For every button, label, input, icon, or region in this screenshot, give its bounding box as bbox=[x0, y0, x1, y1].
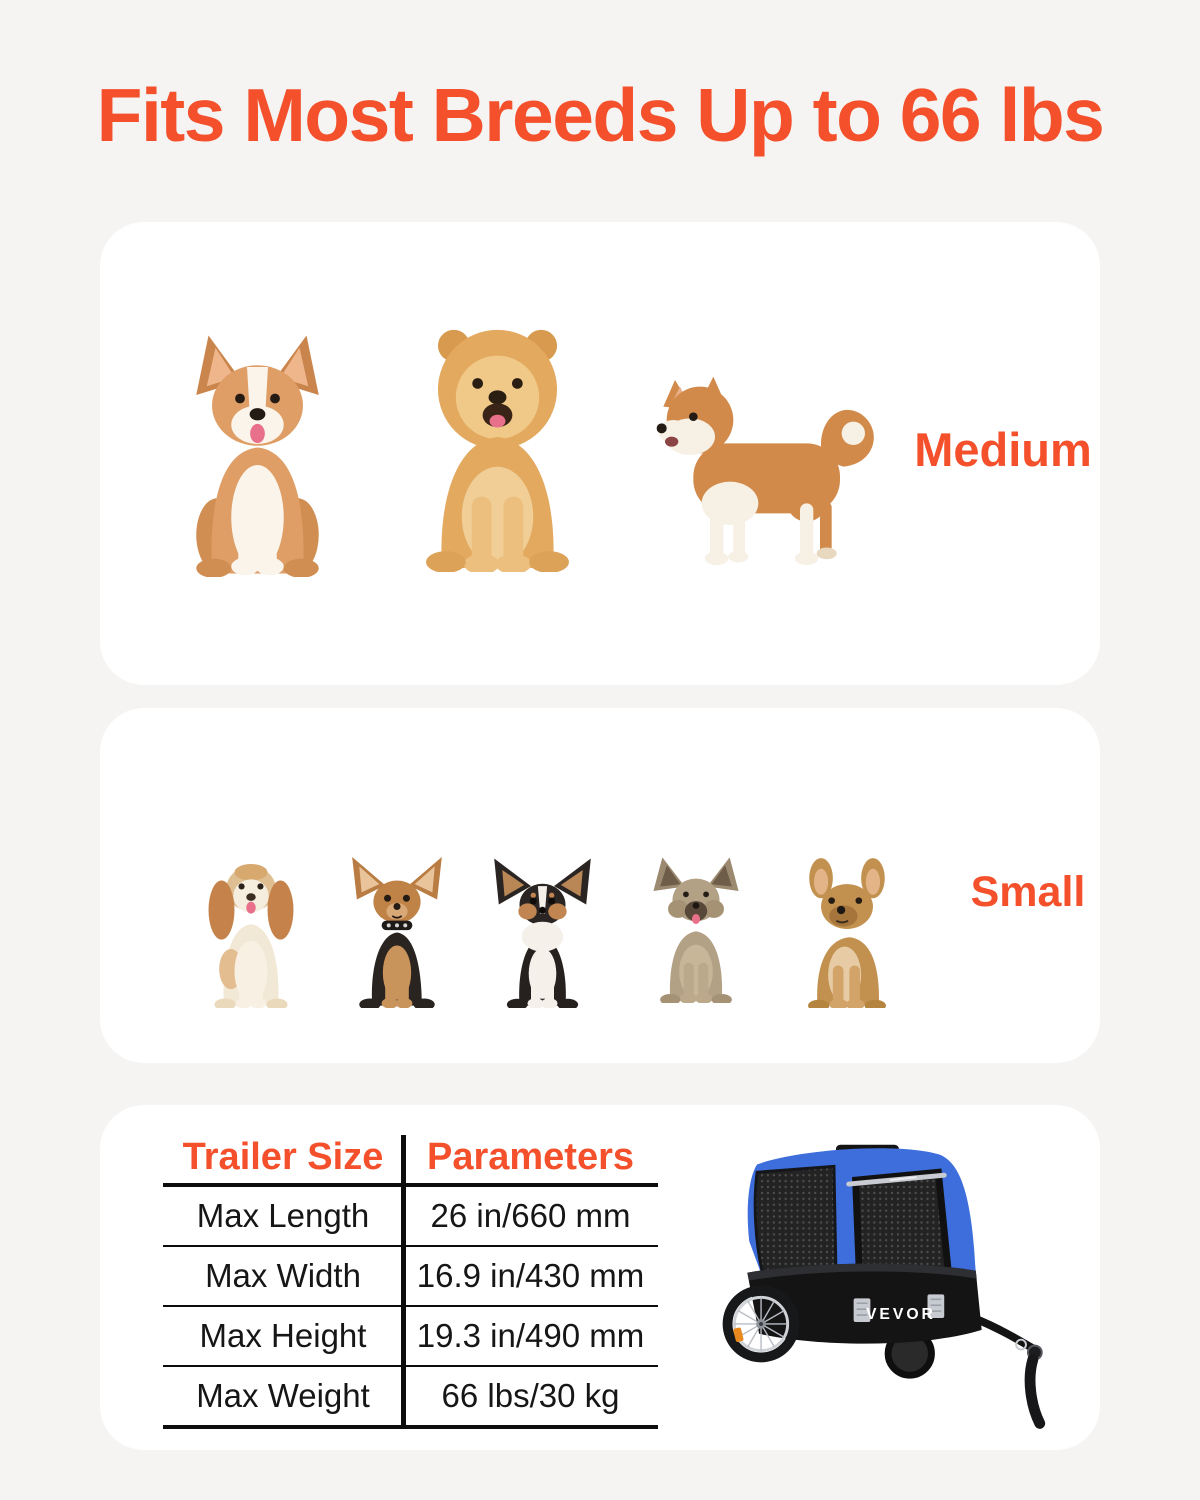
spec-row-label: Max Height bbox=[199, 1317, 367, 1354]
spec-row-value: 66 lbs/30 kg bbox=[441, 1377, 620, 1414]
spec-row-value: 19.3 in/490 mm bbox=[416, 1317, 645, 1354]
shiba-inu-illustration bbox=[630, 332, 880, 570]
spec-row-value: 26 in/660 mm bbox=[430, 1197, 631, 1234]
chihuahua-illustration bbox=[338, 813, 456, 1008]
table-row bbox=[163, 1367, 658, 1429]
small-size-label: Small bbox=[970, 868, 1086, 916]
header-trailer-size: Trailer Size bbox=[182, 1135, 384, 1178]
spec-row-label: Max Length bbox=[196, 1197, 370, 1234]
spec-row-label: Max Width bbox=[205, 1257, 361, 1294]
table-column-divider bbox=[401, 1135, 406, 1429]
table-row bbox=[163, 1187, 658, 1247]
dog-trailer-image bbox=[685, 1125, 1105, 1450]
corgi-illustration bbox=[170, 327, 345, 577]
trailer-brand-logo: VEVOR bbox=[865, 1306, 936, 1324]
spec-row-value: 16.9 in/430 mm bbox=[416, 1257, 645, 1294]
medium-breeds-card bbox=[100, 222, 1100, 685]
table-row bbox=[163, 1307, 658, 1367]
spec-table bbox=[163, 1131, 658, 1429]
cocker-spaniel-illustration bbox=[192, 803, 310, 1008]
trailer-specs-card bbox=[100, 1105, 1100, 1450]
header-parameters: Parameters bbox=[426, 1135, 635, 1178]
french-bulldog-illustration bbox=[788, 818, 906, 1008]
page-title: Fits Most Breeds Up to 66 lbs bbox=[96, 73, 1104, 157]
spec-row-label: Max Weight bbox=[196, 1377, 370, 1414]
chow-chow-puppy-illustration bbox=[395, 310, 600, 572]
table-header-row bbox=[163, 1131, 658, 1187]
medium-size-label: Medium bbox=[914, 423, 1092, 476]
small-breeds-card bbox=[100, 708, 1100, 1063]
long-haired-chihuahua-illustration bbox=[485, 808, 600, 1008]
table-row bbox=[163, 1247, 658, 1307]
skye-terrier-illustration bbox=[640, 803, 752, 1003]
